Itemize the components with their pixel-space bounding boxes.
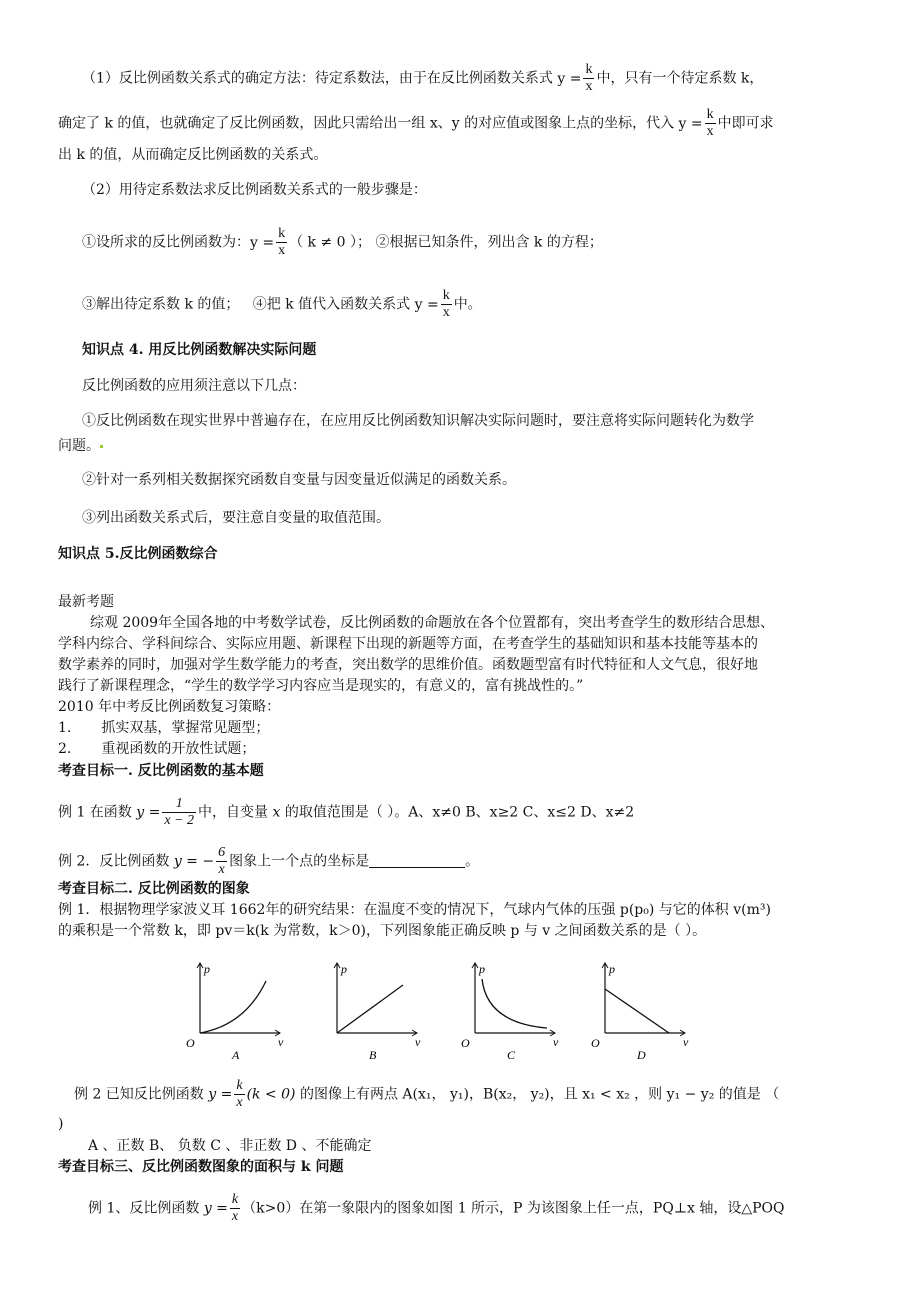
graph-option-label: B — [369, 1048, 377, 1062]
formula-y-k-over-x: y = $\frac{k}{x}$ — [557, 62, 593, 94]
method-text-2a: 确定了 k 的值，也就确定了反比例函数，因此只需给出一组 x、y 的对应值或图象上点的坐标，代入 — [58, 115, 675, 132]
graph-curve-C — [482, 979, 547, 1028]
strategy-item-2: 2. 重视函数的开放性试题； — [58, 741, 256, 757]
goal-1-example-2: 例 2．反比例函数 y = − $\frac{6}{x}$ 图象上一个点的坐标是 。 — [58, 845, 480, 877]
review-strategy: 2010 年中考反比例函数复习策略： — [58, 699, 281, 715]
method-text-1a: （1）反比例函数关系式的确定方法：待定系数法，由于在反比例函数关系式 — [82, 70, 553, 87]
origin-label: O — [461, 1036, 470, 1050]
v-axis-label: v — [278, 1035, 284, 1049]
goal-3-example-1: 例 1、反比例函数 y = $\frac{k}{x}$ （k>0）在第一象限内的图象如图 1 所示，P 为该图象上任一点，PQ⊥x 轴，设△POQ — [88, 1192, 785, 1224]
heading-goal-2: 考查目标二. 反比例函数的图象 — [58, 881, 250, 897]
goal-2-example-2: 例 2 已知反比例函数 y = $\frac{k}{x}$ (k < 0) 的图像上有两点 A(x₁， y₁)，B(x₂， y₂)，且 x₁ < x₂ ，则 y₁ − y₂ 的值是 （ — [74, 1078, 780, 1110]
method-line-2 — [58, 107, 774, 140]
method-line-1 — [82, 62, 763, 95]
step-1-text: ①设所求的反比例函数为： — [82, 234, 250, 251]
step-3-text: ③解出待定系数 k 的值； — [82, 296, 240, 313]
overview-line-3: 数学素养的同时，加强对学生数学能力的考查，突出数学的思维价值。函数题型富有时代特征和人文气息，很好地 — [58, 657, 758, 673]
strategy-item-1: 1. 抓实双基，掌握常见题型； — [58, 720, 270, 736]
overview-line-4: 践行了新课程理念，“学生的数学学习内容应当是现实的，有意义的，富有挑战性的。” — [58, 678, 584, 694]
steps-line-1 — [82, 226, 603, 259]
step-4-end: 中。 — [453, 296, 482, 313]
v-axis-label: v — [415, 1035, 421, 1049]
graph-option-label: D — [637, 1048, 646, 1062]
answer-blank[interactable] — [369, 853, 465, 868]
knowledge-4-point-2: ②针对一系列相关数据探究函数自变量与因变量近似满足的函数关系。 — [82, 472, 516, 488]
p-axis-label: p — [204, 962, 210, 976]
steps-line-2 — [82, 288, 482, 321]
marker-dot — [100, 445, 103, 448]
goal-2-example-1-line-2: 的乘积是一个常数 k，即 pv＝k(k 为常数，k＞0)，下列图象能正确反映 p 与 v 之间函数关系的是（ ）。 — [58, 923, 707, 939]
formula-step-1: y = $\frac{k}{x}$ — [250, 226, 286, 258]
steps-heading: （2）用待定系数法求反比例函数关系式的一般步骤是： — [82, 182, 427, 198]
goal-2-example-1-line-1: 例 1．根据物理学家波义耳 1662年的研究结果：在温度不变的情况下，气球内气体的压强 p(p₀) 与它的体积 v(m³) — [58, 902, 771, 918]
goal-2-example-2-close: ) — [58, 1116, 64, 1132]
heading-goal-1: 考查目标一. 反比例函数的基本题 — [58, 763, 264, 779]
goal-2-example-2-options: A 、正数 B、 负数 C 、非正数 D 、不能确定 — [88, 1138, 372, 1154]
method-line-3: 出 k 的值，从而确定反比例函数的关系式。 — [58, 147, 328, 163]
v-axis-label: v — [553, 1035, 559, 1049]
graph-curve-B — [337, 985, 403, 1033]
v-axis-label: v — [683, 1035, 689, 1049]
graph-curve-A — [200, 981, 266, 1033]
formula-step-4: y = $\frac{k}{x}$ — [414, 288, 450, 320]
graph-curve-D — [605, 989, 669, 1033]
origin-label: O — [186, 1036, 195, 1050]
heading-goal-3: 考查目标三、反比例函数图象的面积与 k 问题 — [58, 1159, 344, 1175]
heading-knowledge-5: 知识点 5.反比例函数综合 — [58, 546, 218, 562]
heading-knowledge-4: 知识点 4. 用反比例函数解决实际问题 — [82, 342, 317, 358]
overview-line-2: 学科内综合、学科间综合、实际应用题、新课程下出现的新题等方面，在考查学生的基础知识和基本技能等基本的 — [58, 636, 758, 652]
method-text-2b: 中即可求 — [717, 115, 774, 132]
knowledge-4-intro: 反比例函数的应用须注意以下几点： — [82, 378, 306, 394]
latest-questions-label: 最新考题 — [58, 594, 114, 610]
knowledge-4-point-1a: ①反比例函数在现实世界中普遍存在，在应用反比例函数知识解决实际问题时，要注意将实际问题转化为数学 — [82, 413, 754, 429]
knowledge-4-point-3: ③列出函数关系式后，要注意自变量的取值范围。 — [82, 510, 390, 526]
p-axis-label: p — [341, 962, 347, 976]
p-axis-label: p — [479, 962, 485, 976]
goal-1-example-1: 例 1 在函数 y = $\frac{1}{x - 2}$ 中，自变量 x 的取值范围是（ ）。A、x≠0 B、x≥2 C、x≤2 D、x≠2 — [58, 796, 635, 828]
step-4-text: ④把 k 值代入函数关系式 — [252, 296, 411, 313]
method-text-1b: 中，只有一个待定系数 k， — [596, 70, 764, 87]
overview-line-1: 综观 2009年全国各地的中考数学试卷，反比例函数的命题放在各个位置都有，突出考查学生的数形结合思想、 — [90, 615, 775, 631]
origin-label: O — [591, 1036, 600, 1050]
graph-option-label: C — [507, 1048, 516, 1062]
pressure-volume-graphs — [0, 955, 920, 1065]
formula-y-k-over-x-2: y = $\frac{k}{x}$ — [678, 107, 714, 139]
knowledge-4-point-1b: 问题。 — [58, 436, 103, 456]
p-axis-label: p — [609, 962, 615, 976]
step-2-text: （ k ≠ 0 ）； ②根据已知条件，列出含 k 的方程； — [289, 234, 603, 251]
graph-option-label: A — [232, 1048, 240, 1062]
